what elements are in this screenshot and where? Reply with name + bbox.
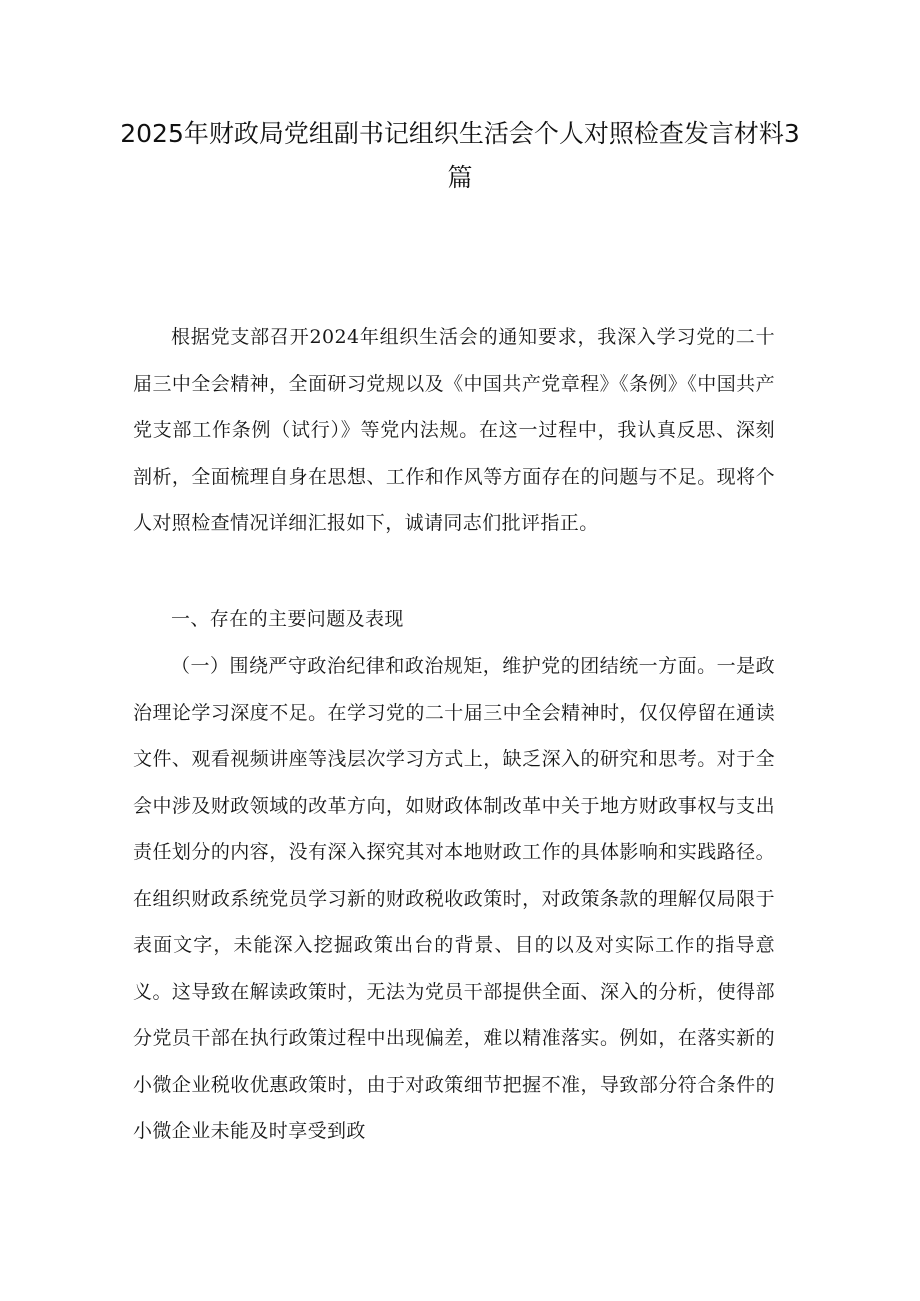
intro-paragraph-block [133, 314, 775, 547]
section-heading: 一、存在的主要问题及表现 [171, 608, 404, 630]
body-paragraph: （一）围绕严守政治纪律和政治规矩，维护党的团结统一方面。一是政治理论学习深度不足。在学习党的二十届三中全会精神时，仅仅停留在通读文件、观看视频讲座等浅层次学习方式上，缺乏深入的研究和思考。对于全会中涉及财政领域的改革方向，如财政体制改革中关于地方财政事权与支出责任划分的内容，没有深入探究其对本地财政工作的具体影响和实践路径。在组织财政系统党员学习新的财政税收政策时，对政策条款的理解仅局限于表面文字，未能深入挖掘政策出台的背景、目的以及对实际工作的指导意义。这导致在解读政策时，无法为党员干部提供全面、深入的分析，使得部分党员干部在执行政策过程中出现偏差，难以精准落实。例如，在落实新的小微企业税收优惠政策时，由于对政策细节把握不准，导致部分符合条件的小微企业未能及时享受到政 [133, 655, 775, 1142]
body-paragraph-block [133, 643, 775, 1155]
intro-paragraph: 根据党支部召开2024年组织生活会的通知要求，我深入学习党的二十届三中全会精神，全面研习党规以及《中国共产党章程》《条例》《中国共产党支部工作条例（试行）》等党内法规。在这一过程中，我认真反思、深刻剖析，全面梳理自身在思想、工作和作风等方面存在的问题与不足。现将个人对照检查情况详细汇报如下，诚请同志们批评指正。 [133, 326, 775, 534]
document-title: 2025年财政局党组副书记组织生活会个人对照检查发言材料3篇 [120, 119, 800, 192]
section-heading-block [133, 596, 775, 643]
